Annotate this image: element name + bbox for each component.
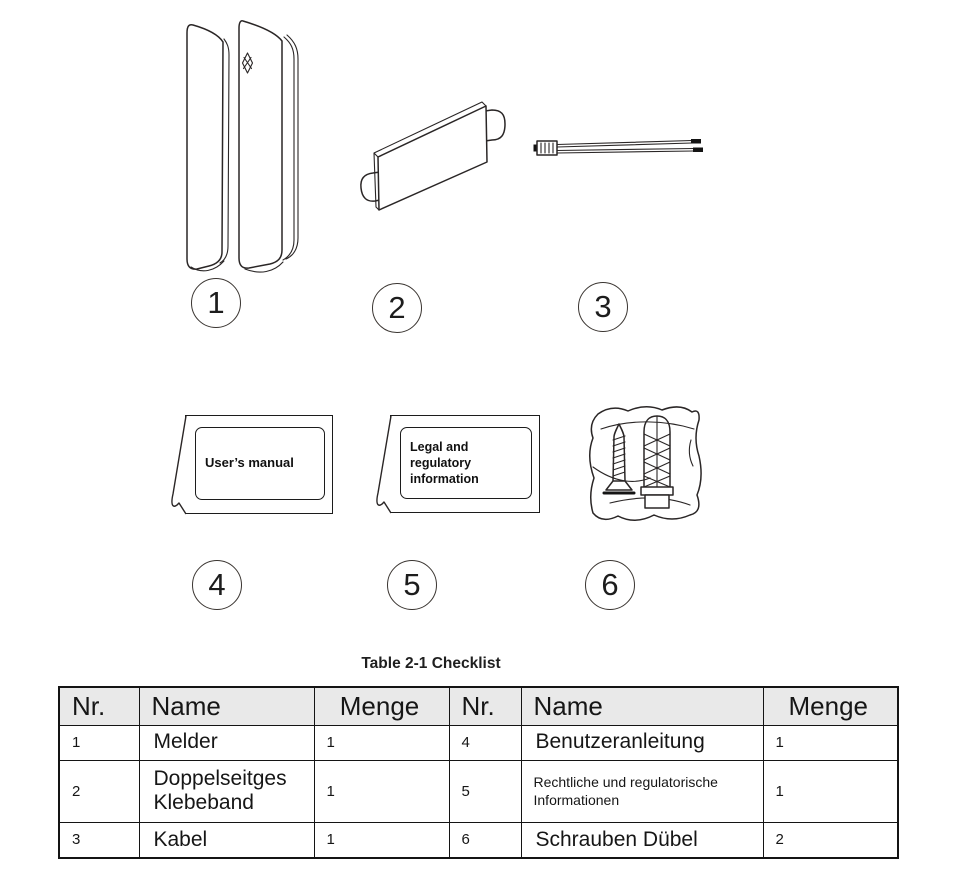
table-cell: Kabel (139, 822, 314, 858)
item-number: 6 (601, 567, 619, 602)
item-number: 3 (594, 289, 612, 324)
item-number-badge-5 (387, 560, 437, 610)
users-manual-booklet (185, 415, 333, 514)
cable-connector (537, 141, 557, 155)
booklet-title: User’s manual (205, 455, 294, 471)
tape-strip (378, 106, 487, 210)
tape-pull-tab-left (361, 172, 380, 201)
table-cell: 1 (59, 725, 139, 760)
item-number: 5 (403, 567, 421, 602)
booklet-cover-frame (195, 427, 325, 500)
item-number: 2 (388, 290, 406, 325)
cable-wires (557, 139, 703, 153)
header-name-left: Name (139, 687, 314, 725)
table-cell: Schrauben Dübel (521, 822, 763, 858)
door-window-sensor-illustration (180, 16, 306, 274)
table-cell: 3 (59, 822, 139, 858)
table-cell: 1 (314, 725, 449, 760)
table-caption: Table 2-1 Checklist (361, 655, 501, 672)
table-row (59, 725, 898, 760)
table-cell: 2 (763, 822, 898, 858)
sensor-magnet-part (187, 25, 229, 271)
table-cell: Benutzeranleitung (521, 725, 763, 760)
table-header-row (59, 687, 898, 725)
item-number-badge-6 (585, 560, 635, 610)
booklet-title: Legal and regulatory information (410, 439, 479, 487)
checklist-table (58, 686, 899, 859)
item-number-badge-3 (578, 282, 628, 332)
sensor-main-part (239, 21, 298, 272)
screw-wall-plug-bag-illustration (580, 398, 716, 526)
cable-illustration (528, 128, 706, 162)
tape-pull-tab-right (485, 110, 505, 141)
item-number-badge-1 (191, 278, 241, 328)
item-number-badge-2 (372, 283, 422, 333)
table-row (59, 822, 898, 858)
booklet-page-flap (373, 415, 392, 516)
header-nr-right: Nr. (449, 687, 521, 725)
legal-regulatory-booklet (390, 415, 540, 513)
double-sided-tape-illustration (358, 95, 508, 217)
table-cell: Doppelseitges Klebeband (139, 760, 314, 822)
header-menge-left: Menge (314, 687, 449, 725)
booklet-cover-frame (400, 427, 532, 499)
header-name-right: Name (521, 687, 763, 725)
table-cell: 2 (59, 760, 139, 822)
item-number-badge-4 (192, 560, 242, 610)
item-number: 4 (208, 567, 226, 602)
table-cell: 1 (314, 822, 449, 858)
table-cell: Melder (139, 725, 314, 760)
table-cell: 6 (449, 822, 521, 858)
header-nr-left: Nr. (59, 687, 139, 725)
table-cell: 4 (449, 725, 521, 760)
header-menge-right: Menge (763, 687, 898, 725)
table-cell: 5 (449, 760, 521, 822)
table-row (59, 760, 898, 822)
item-number: 1 (207, 285, 225, 320)
table-cell: 1 (763, 725, 898, 760)
table-cell: 1 (763, 760, 898, 822)
booklet-page-flap (168, 415, 187, 517)
table-cell: Rechtliche und regulatorische Informationen (521, 760, 763, 822)
table-cell: 1 (314, 760, 449, 822)
